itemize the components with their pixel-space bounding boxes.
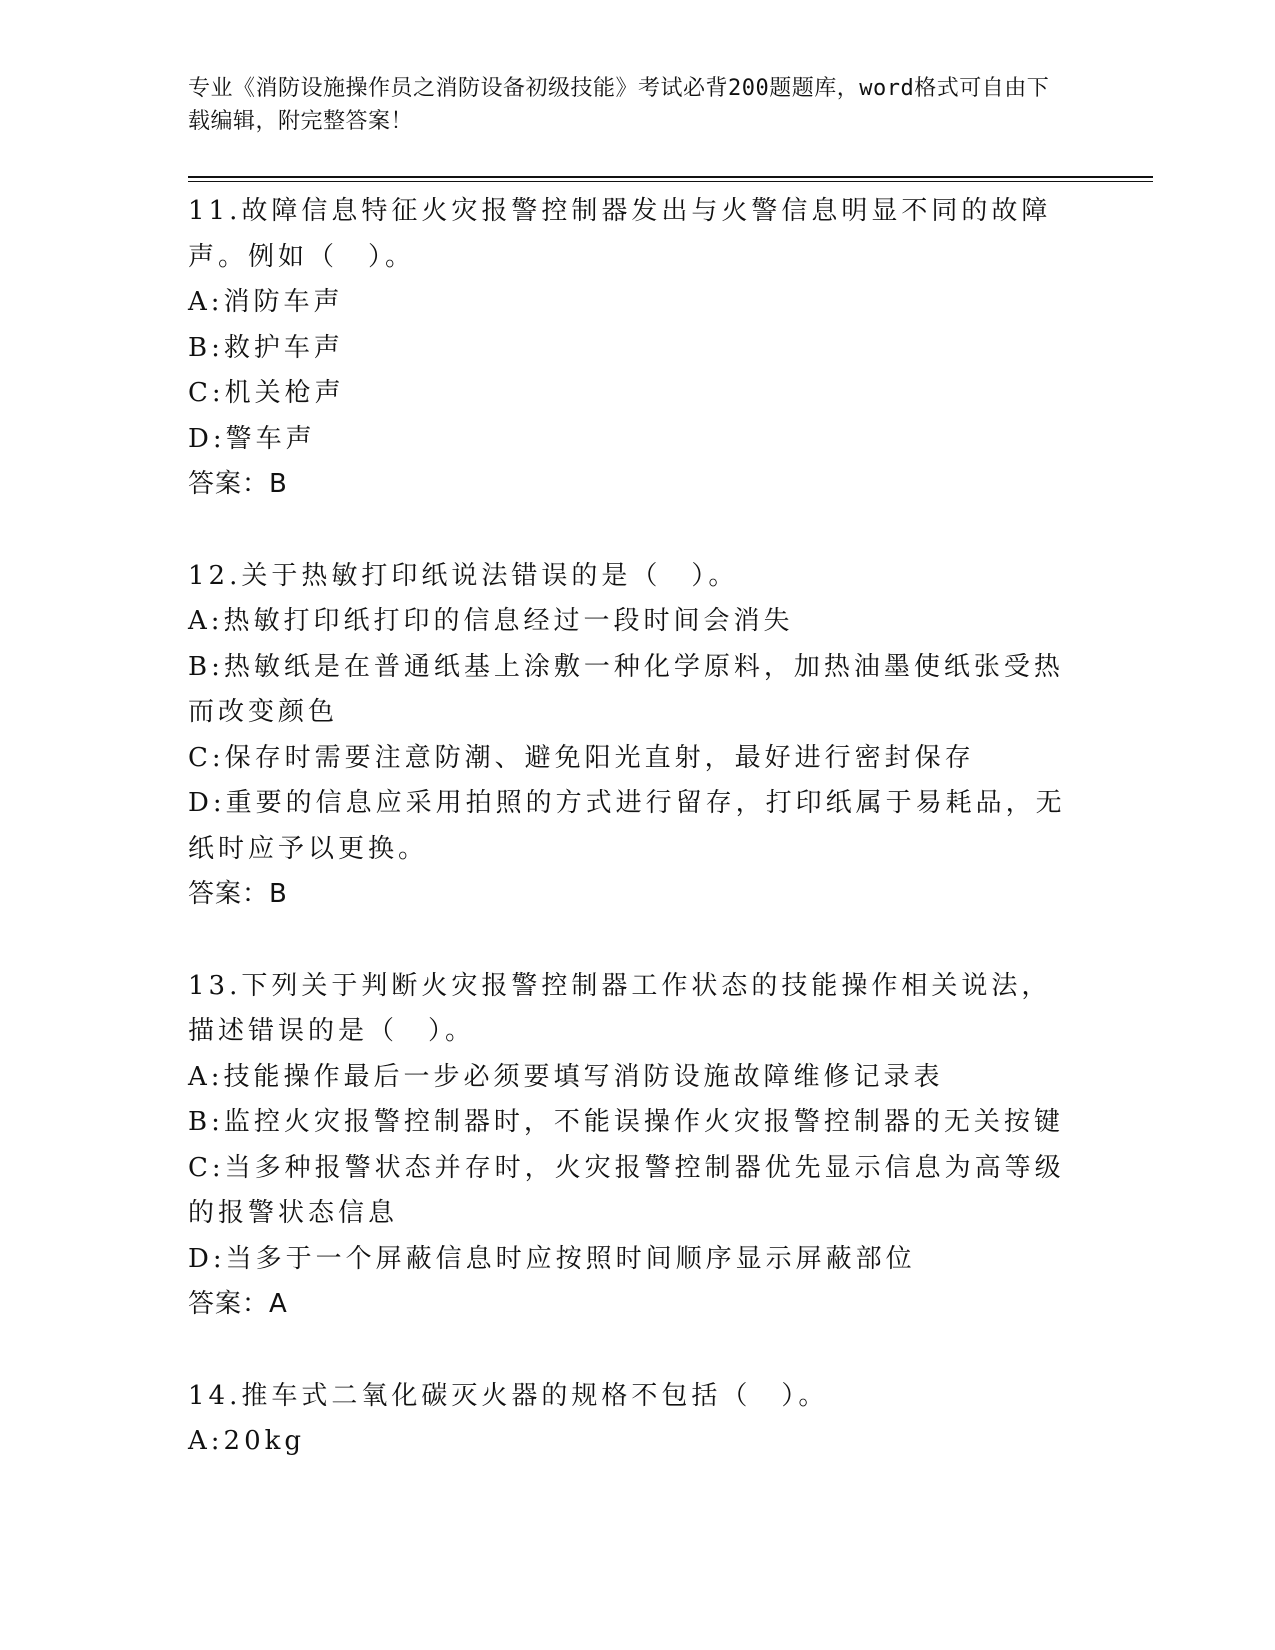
option-d: D:警车声: [188, 423, 316, 454]
option-b: B:热敏纸是在普通纸基上涂敷一种化学原料，加热油墨使纸张受热而改变颜色: [188, 651, 1064, 727]
option-b: B:监控火灾报警控制器时，不能误操作火灾报警控制器的无关按键: [188, 1107, 1064, 1137]
option-a: A:热敏打印纸打印的信息经过一段时间会消失: [188, 606, 794, 636]
answer-line: 答案：B: [188, 879, 288, 909]
question-list: [188, 189, 1078, 1511]
question-11: [188, 189, 1078, 508]
option-d: D:当多于一个屏蔽信息时应按照时间顺序显示屏蔽部位: [188, 1243, 916, 1274]
question-stem: 14.推车式二氧化碳灭火器的规格不包括（ ）。: [188, 1380, 829, 1411]
question-stem: 11.故障信息特征火灾报警控制器发出与火警信息明显不同的故障声。例如（ ）。: [188, 196, 1052, 272]
question-13: [188, 964, 1078, 1328]
question-stem: 12.关于热敏打印纸说法错误的是（ ）。: [188, 560, 739, 591]
option-c: C:当多种报警状态并存时，火灾报警控制器优先显示信息为高等级的报警状态信息: [188, 1152, 1065, 1228]
answer-line: 答案：A: [188, 1289, 288, 1319]
question-14: [188, 1374, 1078, 1465]
option-a: A:消防车声: [188, 287, 344, 317]
option-b: B:救护车声: [188, 332, 344, 363]
option-a: A:20kg: [188, 1426, 306, 1456]
option-d: D:重要的信息应采用拍照的方式进行留存，打印纸属于易耗品，无纸时应予以更换。: [188, 788, 1066, 864]
question-12: [188, 554, 1078, 918]
option-a: A:技能操作最后一步必须要填写消防设施故障维修记录表: [188, 1061, 944, 1092]
header-divider-thin: [188, 181, 1153, 182]
question-stem: 13.下列关于判断火灾报警控制器工作状态的技能操作相关说法，描述错误的是（ ）。: [188, 970, 1052, 1046]
page-header: 专业《消防设施操作员之消防设备初级技能》考试必背200题题库，word格式可自由下载编辑，附完整答案！: [188, 76, 1050, 134]
header-divider-thick: [188, 176, 1153, 178]
option-c: C:机关枪声: [188, 378, 345, 408]
option-c: C:保存时需要注意防潮、避免阳光直射，最好进行密封保存: [188, 742, 975, 773]
answer-line: 答案：B: [188, 469, 288, 499]
